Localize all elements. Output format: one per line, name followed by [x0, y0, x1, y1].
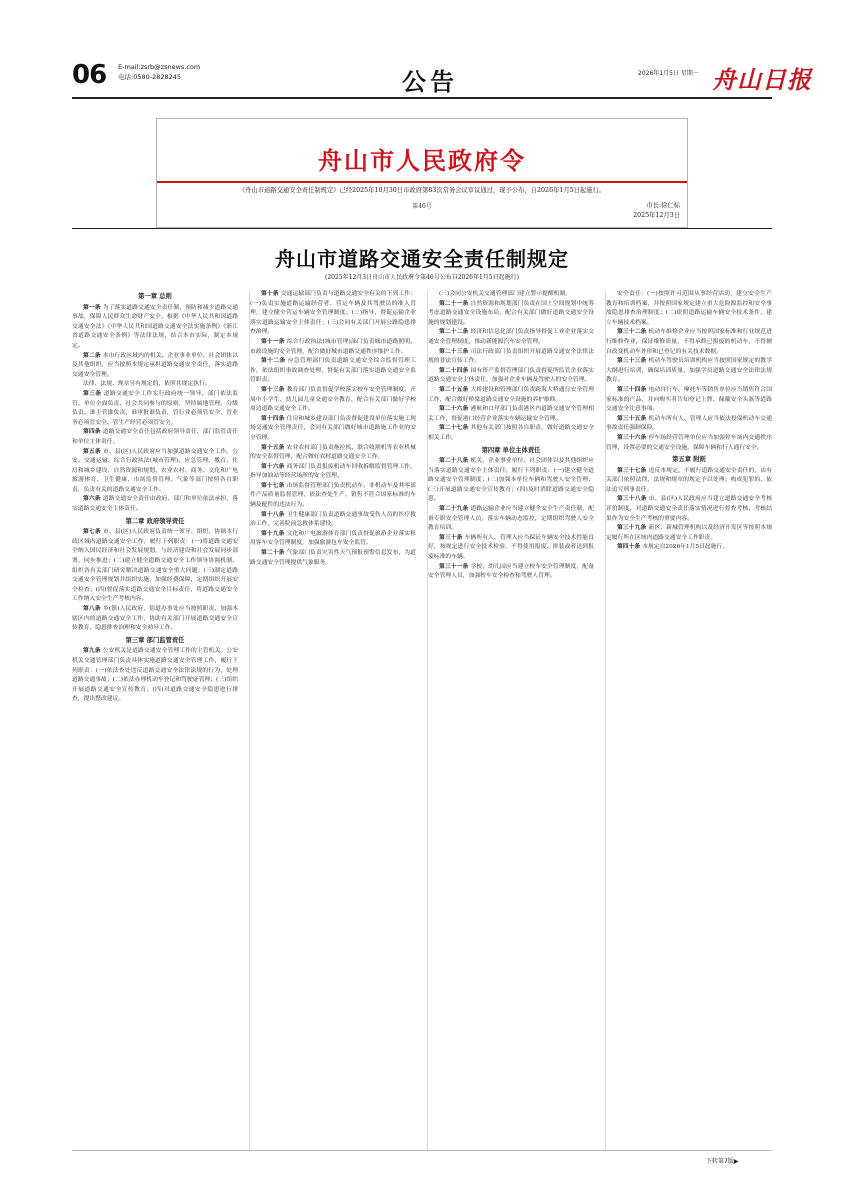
article-paragraph — [606, 495, 772, 524]
article-text: 违反本规定，不履行道路交通安全责任的，由有关部门依照法律、法规和规章的规定予以处理；构成犯罪的，依法追究刑事责任。 — [606, 467, 772, 493]
article-text: 自然资源和规划部门负责在国土空间规划中统筹考虑道路交通安全设施布局，配合有关部门做好道路交通安全设施的规划建设。 — [428, 300, 594, 326]
article-text: 为了落实道路交通安全责任制，预防和减少道路交通事故，保障人民群众生命财产安全，根据《中华人民共和国道路交通安全法》《中华人民共和国道路交通安全法实施条例》《浙江省道路交通安全条例》等法律法规，结合本市实际，制定本规定。 — [72, 304, 238, 349]
article-paragraph — [606, 543, 772, 553]
article-text: 市、县(区)人民政府应当加强道路交通安全工作。公安、交通运输、综合行政执法(城市管理)、应急管理、教育、住房和城乡建设、自然资源和规划、农业农村、商务、文化和广电旅游体育、卫生健康、市场监督管理、气象等部门按照各自职责，负责有关的道路交通安全工作。 — [72, 448, 238, 493]
page-header — [72, 60, 812, 96]
article-paragraph — [250, 415, 416, 444]
article-paragraph — [606, 467, 772, 496]
article-number: 第三十九条 — [617, 525, 649, 532]
article-paragraph — [250, 290, 416, 338]
article-text: 道路交通安全责任包括政府领导责任、部门监管责任和单位主体责任。 — [72, 429, 238, 445]
article-columns — [72, 290, 772, 1150]
article-paragraph — [250, 338, 416, 357]
article-number: 第三十一条 — [439, 563, 471, 570]
text-column-3 — [428, 290, 594, 1150]
article-number: 第十七条 — [261, 482, 287, 489]
article-text: (三)会同公安机关交通管理部门建立警示提醒机制。 — [439, 291, 572, 297]
article-text: 住房和城乡建设部门负责督促建设单位落实施工现场交通安全管理责任，会同有关部门做好城市道路施工作业的安全管理。 — [250, 415, 416, 441]
article-text: 气象部门负责灾害性天气预报预警信息发布，为道路交通安全管理提供气象服务。 — [250, 550, 416, 566]
article-paragraph — [428, 367, 594, 386]
article-text: 道路交通安全工作实行政府统一领导、部门依法监管、单位全面负责、社会共同参与的原则，坚持属地管理、分级负责、谁主管谁负责、谁审批谁负责，管行业必须管安全、管业务必须管安全、管生产经营必须管安全。 — [72, 390, 238, 426]
article-number: 第四条 — [83, 429, 103, 436]
article-paragraph — [250, 530, 416, 549]
article-paragraph — [428, 424, 594, 443]
article-paragraph — [606, 434, 772, 453]
article-number: 第三条 — [83, 390, 104, 397]
chapter-heading: 第二章 政府领导责任 — [125, 517, 185, 525]
article-paragraph — [72, 352, 238, 381]
article-number: 第十一条 — [261, 338, 287, 345]
article-text: 机关、企业事业单位、社会团体以及其他组织应当落实道路交通安全主体责任，履行下列职责：(一)建立健全道路交通安全管理制度；(二)加强本单位车辆和驾驶人安全管理；(三)开展道路交通安全宣传教育；(四)及时消除道路交通安全隐患。 — [428, 458, 594, 503]
article-text: 文化和广电旅游体育部门负责督促旅游企业落实租用客车安全管理制度，加强旅游包车安全监管。 — [250, 530, 416, 547]
article-paragraph — [428, 505, 594, 534]
article-paragraph — [606, 290, 772, 328]
article-paragraph — [250, 549, 416, 568]
section-title: 公告 — [402, 67, 458, 96]
article-paragraph — [250, 511, 416, 530]
article-text: 公安机关是道路交通安全管理工作的主管机关。公安机关交通管理部门负责具体实施道路交通安全管理工作，履行下列职责：(一)依法查处违反道路交通安全法律法规的行为，处理道路交通事故；(二)依法办理机动车登记和驾驶证管理；(三)组织开展道路交通安全宣传教育；(四)对道路交通安全隐患进行排查，提出整改建议。 — [72, 648, 238, 703]
article-paragraph — [428, 386, 594, 405]
article-number: 第三十三条 — [617, 358, 649, 365]
article-text: 新区、新城管理机构以及经济开发区等按照本规定履行所在区域内道路交通安全工作职责。 — [606, 525, 772, 541]
article-paragraph — [428, 534, 594, 563]
article-number: 第八条 — [83, 606, 103, 612]
article-paragraph — [72, 528, 238, 605]
article-paragraph — [72, 647, 238, 705]
article-number: 第三十四条 — [617, 386, 649, 393]
article-paragraph — [72, 605, 238, 634]
article-text: 港航和口岸部门负责港区内道路交通安全管理相关工作，督促港口经营企业落实车辆运输安全管理。 — [428, 406, 594, 422]
text-column-1 — [72, 290, 238, 1150]
article-text: 其他有关部门按照各自职责，做好道路交通安全相关工作。 — [428, 425, 594, 441]
article-text: 安全责任：(一)按照许可范围从事经营活动，建立安全生产教育和培训档案，并按照国家规定建立重大危险源监控和安全事故隐患排查治理制度；(二)依照道路运输车辆安全技术条件，建立车辆技术档案。 — [606, 291, 772, 326]
decree-sign-date: 2025年12月3日 — [633, 212, 680, 219]
article-number: 第二十条 — [261, 550, 287, 557]
decree-intro: 《舟山市道路交通安全责任制规定》已经2025年10月30日市政府第83次常务会议审议通过，现予公布，自2026年1月5日起施行。 — [238, 187, 606, 194]
article-number: 第十六条 — [261, 463, 287, 470]
article-text: 电动自行车、摩托车等销售单位应当销售符合国家标准的产品，并向购买者告知登记上牌、佩戴安全头盔等道路交通安全注意事项。 — [606, 386, 772, 413]
article-paragraph — [606, 386, 772, 415]
article-number: 第十三条 — [261, 386, 287, 393]
article-number: 第二十二条 — [439, 329, 471, 336]
contact-info — [118, 62, 200, 82]
article-number: 第三十二条 — [617, 329, 649, 336]
article-number: 第十四条 — [261, 415, 287, 422]
article-paragraph — [428, 405, 594, 424]
chapter-heading: 第一章 总则 — [138, 293, 172, 300]
continue-note: 下转第7版▶ — [706, 1158, 739, 1165]
article-paragraph — [250, 482, 416, 511]
article-number: 第十八条 — [261, 511, 287, 518]
article-text: 经济和信息化部门负责指导督促工业企业落实交通安全管理制度，推动新能源汽车安全管理。 — [428, 329, 594, 345]
chapter-heading: 第四章 单位主体责任 — [481, 446, 541, 454]
phone-text: 电话:0580-2828245 — [118, 73, 182, 81]
article-number: 第六条 — [83, 496, 103, 503]
article-text: 商务部门负责报废机动车回收拆解监督管理工作，指导加油站等经营场所的安全管理。 — [250, 463, 416, 480]
article-paragraph — [428, 348, 594, 367]
article-number: 第四十条 — [617, 544, 643, 551]
article-paragraph — [606, 357, 772, 386]
article-number: 第十五条 — [261, 444, 287, 451]
article-number: 第二十三条 — [439, 348, 471, 355]
decree-title: 舟山市人民政府令 — [318, 147, 526, 175]
article-text: 道路运输企业应当建立健全安全生产责任制，配备专职安全管理人员，落实车辆动态监控，定期组织驾驶人安全教育培训。 — [428, 506, 594, 532]
article-paragraph — [428, 300, 594, 329]
article-paragraph — [428, 290, 594, 300]
article-paragraph — [428, 328, 594, 347]
article-number: 第三十八条 — [617, 496, 649, 503]
article-number: 第五条 — [83, 448, 103, 455]
article-text: 机动车维修企业应当按照国家标准和行业规范进行维修作业，保证维修质量，不得承修已报废的机动车，不得擅自改变机动车外形和已登记的有关技术数据。 — [606, 329, 772, 355]
footer-divider — [72, 1150, 772, 1151]
article-number: 第三十六条 — [617, 434, 649, 441]
article-number: 第二十五条 — [439, 386, 471, 393]
article-number: 第二十八条 — [439, 458, 471, 465]
article-number: 第十条 — [261, 291, 281, 297]
article-paragraph — [72, 448, 238, 496]
chapter-heading: 第三章 部门监管责任 — [125, 636, 185, 644]
article-text: 道路交通安全责任由政府、部门和单位依法承担，落实道路交通安全主体责任。 — [72, 496, 238, 513]
article-paragraph — [72, 390, 238, 428]
article-number: 第二条 — [83, 352, 103, 359]
header-divider — [72, 97, 772, 99]
article-number: 第十九条 — [261, 530, 287, 537]
article-text: 市、县(区)人民政府负责统一领导、组织、协调本行政区域内道路交通安全工作，履行下列职责：(一)将道路交通安全纳入国民经济和社会发展规划，与经济建设和社会发展同步部署、同步推进；(二)建立健全道路交通安全工作领导协调机制，组织各有关部门研究解决道路交通安全重大问题；(三)制定道路交通安全管理规划并组织实施，加强经费保障，定期组织开展安全检查；(四)督促落实道路交通安全目标责任，将道路交通安全工作纳入安全生产考核内容。 — [72, 529, 238, 603]
article-paragraph — [72, 495, 238, 514]
article-paragraph — [72, 428, 238, 447]
article-number: 第一条 — [83, 304, 103, 311]
article-text: 交通运输部门负责与道路交通安全有关的下列工作：(一)负责实施道路运输经营者、营运车辆及其驾驶员的准入管理，建立健全营运车辆安全管理制度；(二)指导、督促运输企业落实道路运输安全主体责任；(三)会同有关部门开展公路隐患排查治理。 — [250, 291, 416, 336]
article-text: 机动车驾驶员培训机构应当按照国家规定的教学大纲进行培训，确保培训质量，加强学员道路交通安全法律法规教育。 — [606, 358, 772, 384]
article-paragraph — [428, 563, 594, 582]
article-text: 本市行政区域内的机关、企业事业单位、社会团体以及其他组织，应当按照本规定承担道路交通安全责任，落实道路交通安全管理。 — [72, 352, 238, 378]
regulation-note: (2025年12月3日舟山市人民政府令第46号公布自2026年1月5日起施行) — [325, 274, 519, 281]
text-column-2 — [250, 290, 416, 1150]
article-text: 国有资产监督管理部门负责督促所监管企业落实道路交通安全主体责任，加强对企业车辆及驾驶人的安全管理。 — [428, 367, 594, 384]
article-text: 学校、幼儿园应当建立校车安全管理制度，配备安全管理人员，加强校车安全检查和驾驶人管理。 — [428, 563, 594, 580]
article-number: 第三十五条 — [617, 415, 649, 422]
article-number: 第二十九条 — [439, 506, 471, 513]
article-number: 第九条 — [83, 648, 103, 655]
regulation-title: 舟山市道路交通安全责任制规定 — [275, 247, 569, 271]
decree-rule — [157, 181, 687, 183]
article-text: 农业农村部门负责拖拉机、联合收割机等农业机械的安全监督管理，配合做好农村道路交通安全工作。 — [250, 444, 416, 461]
newspaper-masthead: 舟山日报 — [712, 65, 812, 94]
article-text: 市、县(区)人民政府应当建立道路交通安全考核评价制度，对道路交通安全责任落实情况进行督查考核，考核结果作为安全生产考核的重要内容。 — [606, 496, 772, 522]
email-text: E-mail:zsrb@zsnews.com — [118, 63, 201, 71]
article-text: 卫生健康部门负责道路交通事故受伤人员的医疗救治工作，完善院前急救体系建设。 — [250, 511, 416, 528]
article-number: 第三十七条 — [617, 467, 649, 474]
article-paragraph — [250, 357, 416, 386]
article-number: 第二十四条 — [439, 367, 471, 374]
article-paragraph — [606, 524, 772, 543]
article-text: 综合行政执法(城市管理)部门负责城市道路照明、市政设施的安全管理，配合做好城市道路交通秩序维护工作。 — [250, 338, 416, 355]
page-number: 06 — [72, 60, 107, 90]
article-text: 法律、法规、规章另有规定的，依照其规定执行。 — [83, 381, 211, 388]
regulation-divider — [72, 228, 772, 229]
article-number: 第七条 — [83, 529, 103, 536]
article-paragraph — [250, 444, 416, 463]
article-paragraph — [606, 415, 772, 434]
article-text: 机动车所有人、管理人应当依法投保机动车交通事故责任强制保险。 — [606, 415, 772, 432]
article-number: 第二十一条 — [439, 300, 471, 307]
article-text: 应急管理部门负责道路交通安全综合监督管理工作，依法组织事故调查处理，督促有关部门落实道路交通安全监管职责。 — [250, 358, 416, 384]
chapter-heading: 第五章 附则 — [672, 456, 706, 464]
decree-number: 第46号 — [412, 203, 432, 210]
article-paragraph — [250, 463, 416, 482]
article-number: 第二十七条 — [439, 425, 471, 432]
article-text: 车辆所有人、管理人应当保证车辆安全技术性能良好，按规定进行安全技术检验，不得使用报废、拼装或者达到报废标准的车辆。 — [428, 534, 594, 561]
article-paragraph — [606, 328, 772, 357]
issue-date: 2026年1月5日 星期一 — [638, 70, 699, 77]
decree-signature — [590, 201, 680, 221]
article-text: 大桥建设和管理部门负责跨海大桥通行安全管理工作，配合做好桥梁道路交通安全设施的养护维修。 — [428, 386, 594, 403]
text-column-4 — [606, 290, 772, 1150]
article-number: 第三十条 — [439, 534, 465, 541]
decree-signer: 市长:徐仁标 — [646, 202, 680, 209]
article-paragraph — [72, 380, 238, 390]
article-text: 停车场经营管理单位应当加强停车场内交通秩序管理，设置必要的交通安全设施，保障车辆和行人通行安全。 — [606, 434, 772, 451]
article-paragraph — [428, 457, 594, 505]
article-text: 本规定自2026年1月5日起施行。 — [642, 544, 729, 551]
article-paragraph — [72, 304, 238, 352]
article-number: 第二十六条 — [439, 406, 471, 413]
article-number: 第十二条 — [261, 358, 288, 365]
article-text: 教育部门负责督促学校落实校车安全管理制度，开展中小学生、幼儿园儿童交通安全教育，配合有关部门做好学校周边道路交通安全工作。 — [250, 386, 416, 413]
article-text: 市场监督管理部门负责机动车、非机动车及其零部件产品质量监督管理，依法查处生产、销售不符合国家标准的车辆及配件的违法行为。 — [250, 482, 416, 509]
article-text: 司法行政部门负责组织开展道路交通安全法律法规的普法宣传工作。 — [428, 348, 594, 365]
article-paragraph — [250, 386, 416, 415]
article-text: 乡(镇)人民政府、街道办事处应当按照职责，加强本辖区内的道路交通安全工作，协助有关部门开展道路交通安全宣传教育、隐患排查治理和安全劝导工作。 — [72, 606, 238, 632]
